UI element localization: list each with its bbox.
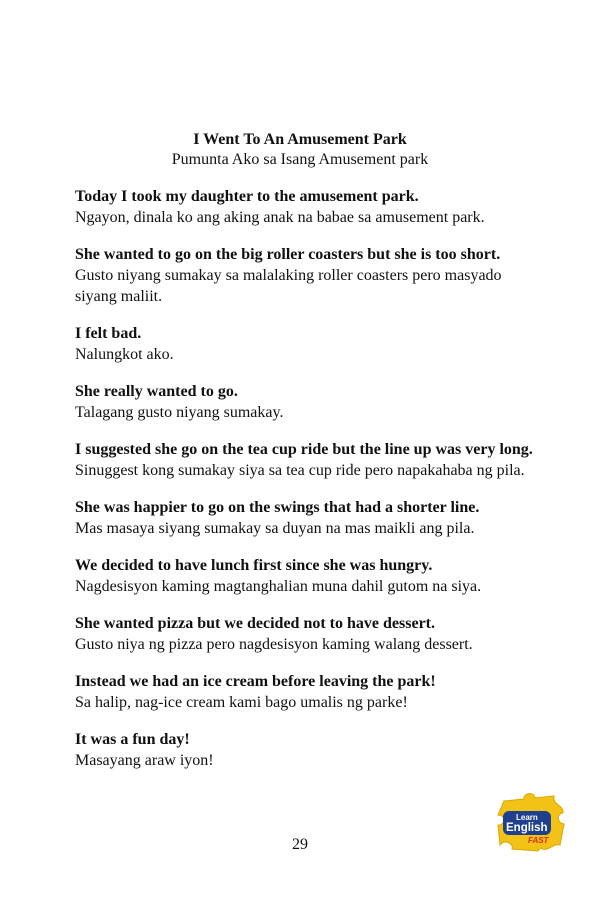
paragraph (75, 381, 535, 423)
english-sentence: Today I took my daughter to the amusement park. (75, 188, 419, 205)
logo-text-learn: Learn (516, 813, 538, 822)
paragraph (75, 729, 535, 771)
english-sentence: She wanted to go on the big roller coasters but she is too short. (75, 246, 501, 263)
paragraph (75, 323, 535, 365)
english-sentence: I suggested she go on the tea cup ride but the line up was very long. (75, 441, 533, 458)
tagalog-translation: Talagang gusto niyang sumakay. (75, 404, 284, 421)
learn-english-fast-logo (494, 791, 568, 853)
tagalog-translation: Masayang araw iyon! (75, 752, 214, 769)
english-sentence: Instead we had an ice cream before leaving the park! (75, 673, 436, 690)
english-sentence: She wanted pizza but we decided not to have dessert. (75, 615, 435, 632)
tagalog-translation: Gusto niyang sumakay sa malalaking roller coasters pero masyado siyang maliit. (75, 267, 502, 305)
paragraph (75, 497, 535, 539)
english-sentence: She was happier to go on the swings that had a shorter line. (75, 499, 480, 516)
paragraph (75, 555, 535, 597)
logo-text-fast: FAST (528, 836, 549, 845)
tagalog-translation: Nagdesisyon kaming magtanghalian muna dahil gutom na siya. (75, 578, 482, 595)
paragraph (75, 439, 535, 481)
story-title: I Went To An Amusement Park (193, 131, 407, 148)
english-sentence: It was a fun day! (75, 731, 190, 748)
paragraph (75, 186, 535, 228)
english-sentence: We decided to have lunch first since she was hungry. (75, 557, 433, 574)
page-number: 29 (292, 836, 308, 853)
story-header (0, 130, 600, 170)
tagalog-translation: Gusto niya ng pizza pero nagdesisyon kaming walang dessert. (75, 636, 473, 653)
english-sentence: She really wanted to go. (75, 383, 238, 400)
story-subtitle: Pumunta Ako sa Isang Amusement park (171, 151, 429, 168)
paragraph (75, 613, 535, 655)
story-body (75, 186, 535, 787)
tagalog-translation: Nalungkot ako. (75, 346, 174, 363)
paragraph (75, 244, 535, 307)
tagalog-translation: Ngayon, dinala ko ang aking anak na babae sa amusement park. (75, 209, 485, 226)
tagalog-translation: Sinuggest kong sumakay siya sa tea cup ride pero napakahaba ng pila. (75, 462, 525, 479)
paragraph (75, 671, 535, 713)
tagalog-translation: Sa halip, nag-ice cream kami bago umalis ng parke! (75, 694, 408, 711)
english-sentence: I felt bad. (75, 325, 142, 342)
logo-text-english: English (506, 822, 548, 834)
tagalog-translation: Mas masaya siyang sumakay sa duyan na mas maikli ang pila. (75, 520, 475, 537)
